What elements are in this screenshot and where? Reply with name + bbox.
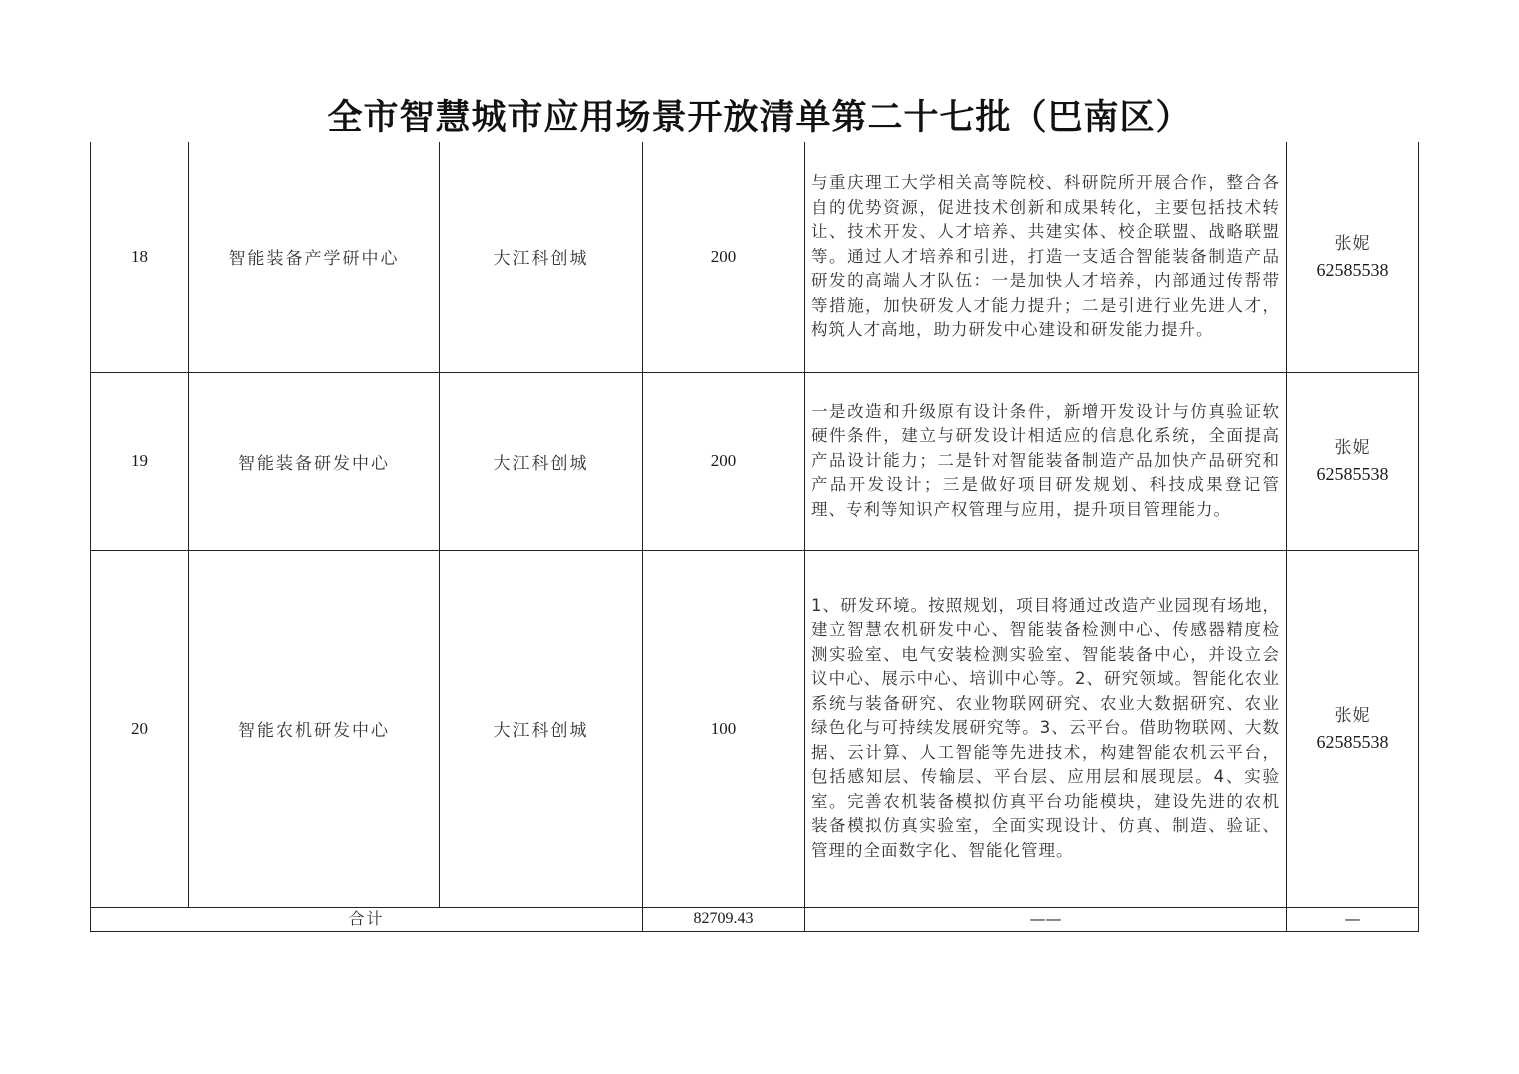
contact-cell (1287, 142, 1419, 372)
scenario-description: 与重庆理工大学相关高等院校、科研院所开展合作，整合各自的优势资源，促进技术创新和成果转化，主要包括技术转让、技术开发、人才培养、共建实体、校企联盟、战略联盟等。通过人才培养和引进，打造一支适合智能装备制造产品研发的高端人才队伍：一是加快人才培养，内部通过传帮带等措施，加快研发人才能力提升；二是引进行业先进人才，构筑人才高地，助力研发中心建设和研发能力提升。 (811, 173, 1280, 339)
total-amount: 82709.43 (643, 907, 805, 931)
investment-amount: 200 (643, 372, 805, 550)
investment-amount: 100 (643, 550, 805, 907)
scenario-location: 大江科创城 (440, 550, 643, 907)
contact-name: 张妮 (1334, 438, 1371, 458)
contact-cell (1287, 550, 1419, 907)
contact-name: 张妮 (1334, 233, 1371, 254)
contact-phone: 62585538 (1316, 259, 1389, 280)
contact-cell (1287, 372, 1419, 550)
row-number: 18 (91, 142, 189, 372)
table-row (91, 550, 1419, 907)
scenario-name: 智能装备研发中心 (189, 372, 440, 550)
total-row (91, 907, 1419, 931)
scenario-table (90, 142, 1419, 932)
row-number: 19 (91, 372, 189, 550)
scenario-description-cell (805, 372, 1287, 550)
total-description: —— (805, 907, 1287, 931)
total-contact: — (1287, 907, 1419, 931)
table-row (91, 142, 1419, 372)
contact-phone: 62585538 (1316, 731, 1389, 752)
total-label: 合计 (91, 907, 643, 931)
scenario-description: 1、研发环境。按照规划，项目将通过改造产业园现有场地，建立智慧农机研发中心、智能装备检测中心、传感器精度检测实验室、电气安装检测实验室、智能装备中心，并设立会议中心、展示中心、培训中心等。2、研究领域。智能化农业系统与装备研究、农业物联网研究、农业大数据研究、农业绿色化与可持续发展研究等。3、云平台。借助物联网、大数据、云计算、人工智能等先进技术，构建智能农机云平台，包括感知层、传输层、平台层、应用层和展现层。4、实验室。完善农机装备模拟仿真平台功能模块，建设先进的农机装备模拟仿真实验室，全面实现设计、仿真、制造、验证、管理的全面数字化、智能化管理。 (811, 595, 1280, 860)
page-title: 全市智慧城市应用场景开放清单第二十七批（巴南区） (327, 97, 1192, 138)
contact-phone: 62585538 (1316, 464, 1389, 484)
scenario-description-cell (805, 550, 1287, 907)
row-number: 20 (91, 550, 189, 907)
scenario-name: 智能装备产学研中心 (189, 142, 440, 372)
scenario-description: 一是改造和升级原有设计条件，新增开发设计与仿真验证软硬件条件，建立与研发设计相适应的信息化系统，全面提高产品设计能力；二是针对智能装备制造产品加快产品研究和产品开发设计；三是做好项目研发规划、科技成果登记管理、专利等知识产权管理与应用，提升项目管理能力。 (811, 401, 1280, 519)
contact-name: 张妮 (1334, 705, 1371, 726)
scenario-location: 大江科创城 (440, 142, 643, 372)
scenario-location: 大江科创城 (440, 372, 643, 550)
scenario-name: 智能农机研发中心 (189, 550, 440, 907)
investment-amount: 200 (643, 142, 805, 372)
scenario-description-cell (805, 142, 1287, 372)
table-row (91, 372, 1419, 550)
